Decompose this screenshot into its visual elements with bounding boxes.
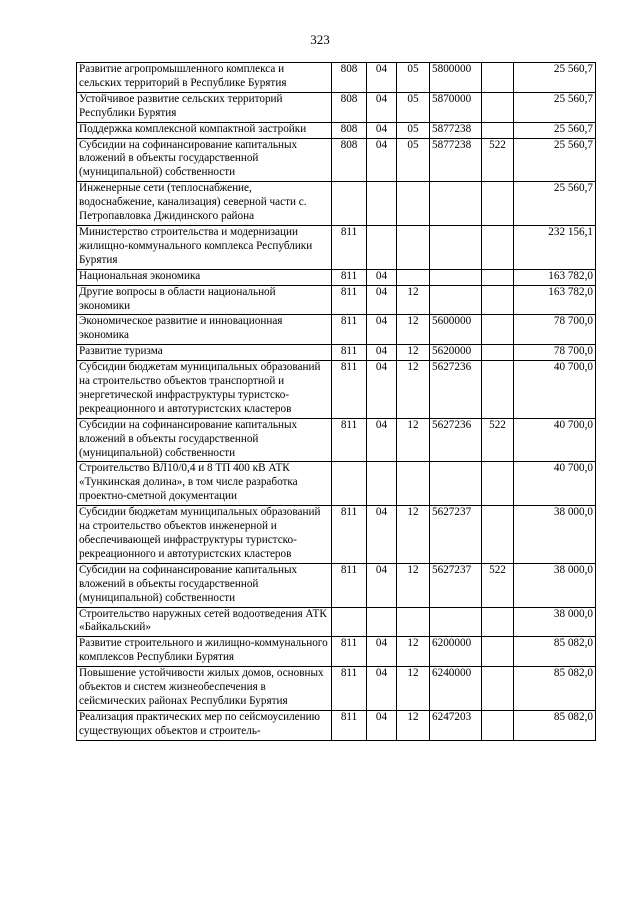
subsection-code-cell: 12 (397, 418, 430, 462)
budget-table (76, 62, 596, 741)
expense-type-cell (482, 63, 514, 93)
target-article-cell: 5627236 (430, 361, 482, 419)
subsection-code-cell: 05 (397, 138, 430, 182)
table-row (77, 637, 596, 667)
subsection-code-cell: 12 (397, 361, 430, 419)
item-name-cell: Строительство ВЛ10/0,4 и 8 ТП 400 кВ АТК «Тункинская долина», в том числе разработка проектно-сметной документации (77, 462, 332, 506)
item-name-cell: Развитие строительного и жилищно-коммунального комплексов Республики Бурятия (77, 637, 332, 667)
table-row (77, 285, 596, 315)
item-name-cell: Субсидии на софинансирование капитальных вложений в объекты государственной (муниципальной) собственности (77, 138, 332, 182)
table-row (77, 315, 596, 345)
ministry-code-cell (332, 182, 367, 226)
amount-cell: 25 560,7 (514, 122, 596, 138)
item-name-cell: Повышение устойчивости жилых домов, основных объектов и систем жизнеобеспечения в сейсмических районах Республики Бурятия (77, 667, 332, 711)
item-name-cell: Развитие туризма (77, 345, 332, 361)
item-name-cell: Министерство строительства и модернизации жилищно-коммунального комплекса Республики Бурятия (77, 225, 332, 269)
subsection-code-cell (397, 182, 430, 226)
amount-cell: 85 082,0 (514, 710, 596, 740)
item-name-cell: Субсидии бюджетам муниципальных образований на строительство объектов инженерной и обеспечивающей инфраструктуры туристско-рекреационного и автотуристских кластеров (77, 506, 332, 564)
subsection-code-cell (397, 607, 430, 637)
ministry-code-cell: 811 (332, 285, 367, 315)
subsection-code-cell: 12 (397, 667, 430, 711)
ministry-code-cell: 808 (332, 122, 367, 138)
ministry-code-cell (332, 607, 367, 637)
table-row (77, 563, 596, 607)
expense-type-cell (482, 607, 514, 637)
target-article-cell (430, 285, 482, 315)
section-code-cell: 04 (367, 122, 397, 138)
expense-type-cell (482, 122, 514, 138)
expense-type-cell (482, 182, 514, 226)
table-row (77, 710, 596, 740)
target-article-cell (430, 182, 482, 226)
section-code-cell: 04 (367, 506, 397, 564)
expense-type-cell: 522 (482, 418, 514, 462)
amount-cell: 85 082,0 (514, 637, 596, 667)
table-row (77, 63, 596, 93)
ministry-code-cell: 811 (332, 225, 367, 269)
amount-cell: 25 560,7 (514, 182, 596, 226)
section-code-cell (367, 225, 397, 269)
target-article-cell (430, 269, 482, 285)
expense-type-cell (482, 269, 514, 285)
subsection-code-cell: 05 (397, 92, 430, 122)
item-name-cell: Экономическое развитие и инновационная экономика (77, 315, 332, 345)
table-row (77, 462, 596, 506)
item-name-cell: Развитие агропромышленного комплекса и сельских территорий в Республике Бурятия (77, 63, 332, 93)
subsection-code-cell: 12 (397, 285, 430, 315)
table-row (77, 418, 596, 462)
ministry-code-cell: 808 (332, 63, 367, 93)
subsection-code-cell (397, 462, 430, 506)
expense-type-cell (482, 92, 514, 122)
section-code-cell: 04 (367, 563, 397, 607)
item-name-cell: Устойчивое развитие сельских территорий Республики Бурятия (77, 92, 332, 122)
expense-type-cell: 522 (482, 563, 514, 607)
amount-cell: 38 000,0 (514, 506, 596, 564)
amount-cell: 232 156,1 (514, 225, 596, 269)
item-name-cell: Другие вопросы в области национальной экономики (77, 285, 332, 315)
section-code-cell: 04 (367, 418, 397, 462)
item-name-cell: Субсидии бюджетам муниципальных образований на строительство объектов транспортной и энергетической инфраструктуры туристско-рекреационного и автотуристских кластеров (77, 361, 332, 419)
table-row (77, 122, 596, 138)
subsection-code-cell: 12 (397, 563, 430, 607)
section-code-cell: 04 (367, 345, 397, 361)
amount-cell: 40 700,0 (514, 462, 596, 506)
amount-cell: 78 700,0 (514, 345, 596, 361)
amount-cell: 163 782,0 (514, 269, 596, 285)
target-article-cell: 5877238 (430, 122, 482, 138)
target-article-cell: 5800000 (430, 63, 482, 93)
expense-type-cell (482, 637, 514, 667)
expense-type-cell: 522 (482, 138, 514, 182)
table-row (77, 138, 596, 182)
amount-cell: 163 782,0 (514, 285, 596, 315)
target-article-cell: 5627237 (430, 563, 482, 607)
expense-type-cell (482, 361, 514, 419)
expense-type-cell (482, 225, 514, 269)
ministry-code-cell: 811 (332, 345, 367, 361)
target-article-cell (430, 607, 482, 637)
expense-type-cell (482, 315, 514, 345)
target-article-cell: 5600000 (430, 315, 482, 345)
amount-cell: 78 700,0 (514, 315, 596, 345)
section-code-cell: 04 (367, 315, 397, 345)
section-code-cell: 04 (367, 361, 397, 419)
amount-cell: 40 700,0 (514, 361, 596, 419)
item-name-cell: Реализация практических мер по сейсмоусилению существующих объектов и строитель- (77, 710, 332, 740)
ministry-code-cell: 811 (332, 563, 367, 607)
item-name-cell: Субсидии на софинансирование капитальных вложений в объекты государственной (муниципальной) собственности (77, 418, 332, 462)
ministry-code-cell: 811 (332, 315, 367, 345)
expense-type-cell (482, 345, 514, 361)
target-article-cell: 5627237 (430, 506, 482, 564)
table-row (77, 182, 596, 226)
amount-cell: 40 700,0 (514, 418, 596, 462)
ministry-code-cell: 808 (332, 92, 367, 122)
ministry-code-cell: 811 (332, 269, 367, 285)
subsection-code-cell: 12 (397, 506, 430, 564)
expense-type-cell (482, 285, 514, 315)
amount-cell: 25 560,7 (514, 92, 596, 122)
subsection-code-cell: 12 (397, 710, 430, 740)
amount-cell: 38 000,0 (514, 563, 596, 607)
section-code-cell: 04 (367, 63, 397, 93)
expense-type-cell (482, 667, 514, 711)
target-article-cell: 5877238 (430, 138, 482, 182)
item-name-cell: Субсидии на софинансирование капитальных вложений в объекты государственной (муниципальной) собственности (77, 563, 332, 607)
ministry-code-cell (332, 462, 367, 506)
subsection-code-cell (397, 269, 430, 285)
table-row (77, 269, 596, 285)
expense-type-cell (482, 710, 514, 740)
target-article-cell: 5627236 (430, 418, 482, 462)
expense-type-cell (482, 506, 514, 564)
expense-type-cell (482, 462, 514, 506)
item-name-cell: Строительство наружных сетей водоотведения АТК «Байкальский» (77, 607, 332, 637)
target-article-cell: 6247203 (430, 710, 482, 740)
target-article-cell: 6200000 (430, 637, 482, 667)
section-code-cell: 04 (367, 667, 397, 711)
amount-cell: 38 000,0 (514, 607, 596, 637)
amount-cell: 25 560,7 (514, 63, 596, 93)
section-code-cell: 04 (367, 637, 397, 667)
ministry-code-cell: 811 (332, 710, 367, 740)
target-article-cell: 5870000 (430, 92, 482, 122)
section-code-cell: 04 (367, 285, 397, 315)
table-row (77, 607, 596, 637)
table-row (77, 225, 596, 269)
section-code-cell: 04 (367, 138, 397, 182)
table-row (77, 345, 596, 361)
item-name-cell: Поддержка комплексной компактной застройки (77, 122, 332, 138)
section-code-cell (367, 462, 397, 506)
table-row (77, 361, 596, 419)
section-code-cell (367, 607, 397, 637)
subsection-code-cell: 12 (397, 637, 430, 667)
page-number: 323 (310, 32, 330, 47)
ministry-code-cell: 811 (332, 506, 367, 564)
ministry-code-cell: 808 (332, 138, 367, 182)
ministry-code-cell: 811 (332, 667, 367, 711)
section-code-cell (367, 182, 397, 226)
subsection-code-cell: 12 (397, 315, 430, 345)
section-code-cell: 04 (367, 269, 397, 285)
item-name-cell: Национальная экономика (77, 269, 332, 285)
section-code-cell: 04 (367, 92, 397, 122)
target-article-cell: 5620000 (430, 345, 482, 361)
amount-cell: 25 560,7 (514, 138, 596, 182)
ministry-code-cell: 811 (332, 418, 367, 462)
subsection-code-cell: 05 (397, 63, 430, 93)
section-code-cell: 04 (367, 710, 397, 740)
target-article-cell (430, 225, 482, 269)
target-article-cell (430, 462, 482, 506)
target-article-cell: 6240000 (430, 667, 482, 711)
table-row (77, 506, 596, 564)
ministry-code-cell: 811 (332, 361, 367, 419)
subsection-code-cell: 05 (397, 122, 430, 138)
item-name-cell: Инженерные сети (теплоснабжение, водоснабжение, канализация) северной части с. Петропавловка Джидинского района (77, 182, 332, 226)
table-row (77, 667, 596, 711)
ministry-code-cell: 811 (332, 637, 367, 667)
subsection-code-cell (397, 225, 430, 269)
amount-cell: 85 082,0 (514, 667, 596, 711)
subsection-code-cell: 12 (397, 345, 430, 361)
table-row (77, 92, 596, 122)
